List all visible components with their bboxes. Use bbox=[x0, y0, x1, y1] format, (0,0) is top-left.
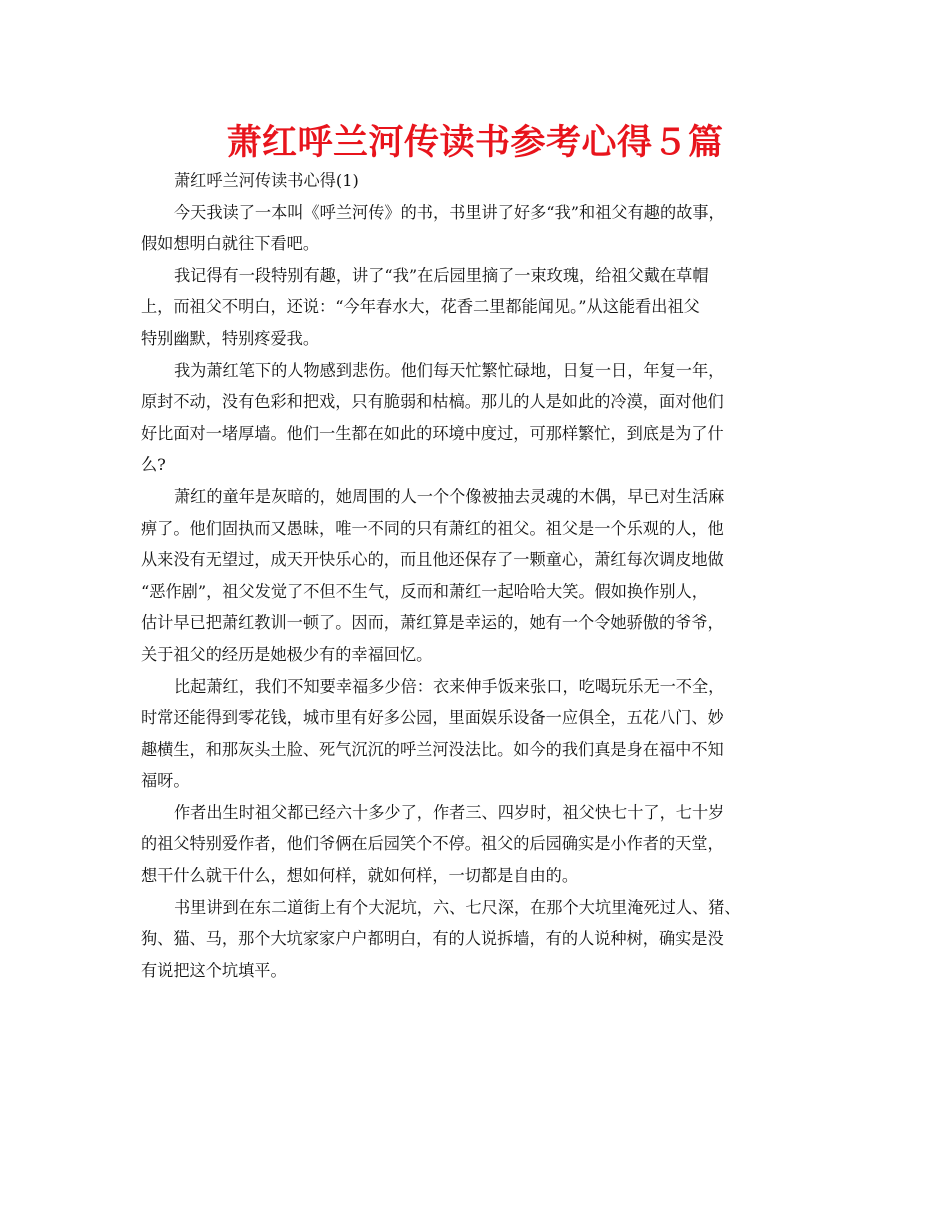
text-line: 我记得有一段特别有趣，讲了“我”在后园里摘了一束玫瑰，给祖父戴在草帽 bbox=[174, 265, 709, 285]
text-line: 痹了。他们固执而又愚昧，唯一不同的只有萧红的祖父。祖父是一个乐观的人，他 bbox=[141, 518, 724, 538]
text-line: 原封不动，没有色彩和把戏，只有脆弱和枯槁。那儿的人是如此的冷漠，面对他们 bbox=[141, 392, 724, 412]
text-line: 福呀。 bbox=[141, 771, 190, 791]
section-subtitle: 萧红呼兰河传读书心得(1) bbox=[174, 171, 359, 190]
paragraph-1 bbox=[141, 197, 831, 260]
text-line: 有说把这个坑填平。 bbox=[141, 960, 287, 980]
paragraph-5 bbox=[141, 671, 831, 797]
text-line: 比起萧红，我们不知要幸福多少倍：衣来伸手饭来张口，吃喝玩乐无一不全， bbox=[174, 676, 725, 696]
text-line: 从来没有无望过，成天开快乐心的，而且他还保存了一颗童心，萧红每次调皮地做 bbox=[141, 550, 724, 570]
paragraph-3 bbox=[141, 355, 831, 481]
text-line: 作者出生时祖父都已经六十多少了，作者三、四岁时，祖父快七十了，七十岁 bbox=[174, 802, 725, 822]
paragraph-2 bbox=[141, 260, 831, 355]
text-line: 今天我读了一本叫《呼兰河传》的书，书里讲了好多“我”和祖父有趣的故事， bbox=[174, 202, 725, 222]
paragraph-6 bbox=[141, 797, 831, 892]
text-line: 么? bbox=[141, 455, 166, 475]
text-line: “恶作剧”，祖父发觉了不但不生气，反而和萧红一起哈哈大笑。假如换作别人， bbox=[141, 581, 708, 601]
text-line: 书里讲到在东二道街上有个大泥坑，六、七尺深，在那个大坑里淹死过人、猪、 bbox=[174, 897, 741, 917]
document-body bbox=[141, 165, 831, 986]
text-line: 时常还能得到零花钱，城市里有好多公园，里面娱乐设备一应俱全，五花八门、妙 bbox=[141, 708, 724, 728]
document-title: 萧红呼兰河传读书参考心得５篇 bbox=[226, 123, 724, 163]
text-line: 特别幽默，特别疼爱我。 bbox=[141, 328, 320, 348]
text-line: 假如想明白就往下看吧。 bbox=[141, 234, 320, 254]
text-line: 的祖父特别爱作者，他们爷俩在后园笑个不停。祖父的后园确实是小作者的天堂， bbox=[141, 834, 724, 854]
paragraph-4 bbox=[141, 481, 831, 671]
text-line: 萧红的童年是灰暗的，她周围的人一个个像被抽去灵魂的木偶，早已对生活麻 bbox=[174, 486, 725, 506]
text-line: 估计早已把萧红教训一顿了。因而，萧红算是幸运的，她有一个令她骄傲的爷爷， bbox=[141, 613, 724, 633]
text-line: 狗、猫、马，那个大坑家家户户都明白，有的人说拆墙，有的人说种树，确实是没 bbox=[141, 929, 724, 949]
text-line: 趣横生，和那灰头土脸、死气沉沉的呼兰河没法比。如今的我们真是身在福中不知 bbox=[141, 739, 724, 759]
text-line: 我为萧红笔下的人物感到悲伤。他们每天忙繁忙碌地，日复一日，年复一年， bbox=[174, 360, 725, 380]
text-line: 关于祖父的经历是她极少有的幸福回忆。 bbox=[141, 644, 433, 664]
paragraph-7 bbox=[141, 892, 831, 987]
text-line: 想干什么就干什么，想如何样，就如何样，一切都是自由的。 bbox=[141, 866, 579, 886]
text-line: 好比面对一堵厚墙。他们一生都在如此的环境中度过，可那样繁忙，到底是为了什 bbox=[141, 423, 724, 443]
text-line: 上，而祖父不明白，还说：“今年春水大，花香二里都能闻见。”从这能看出祖父 bbox=[141, 297, 700, 317]
